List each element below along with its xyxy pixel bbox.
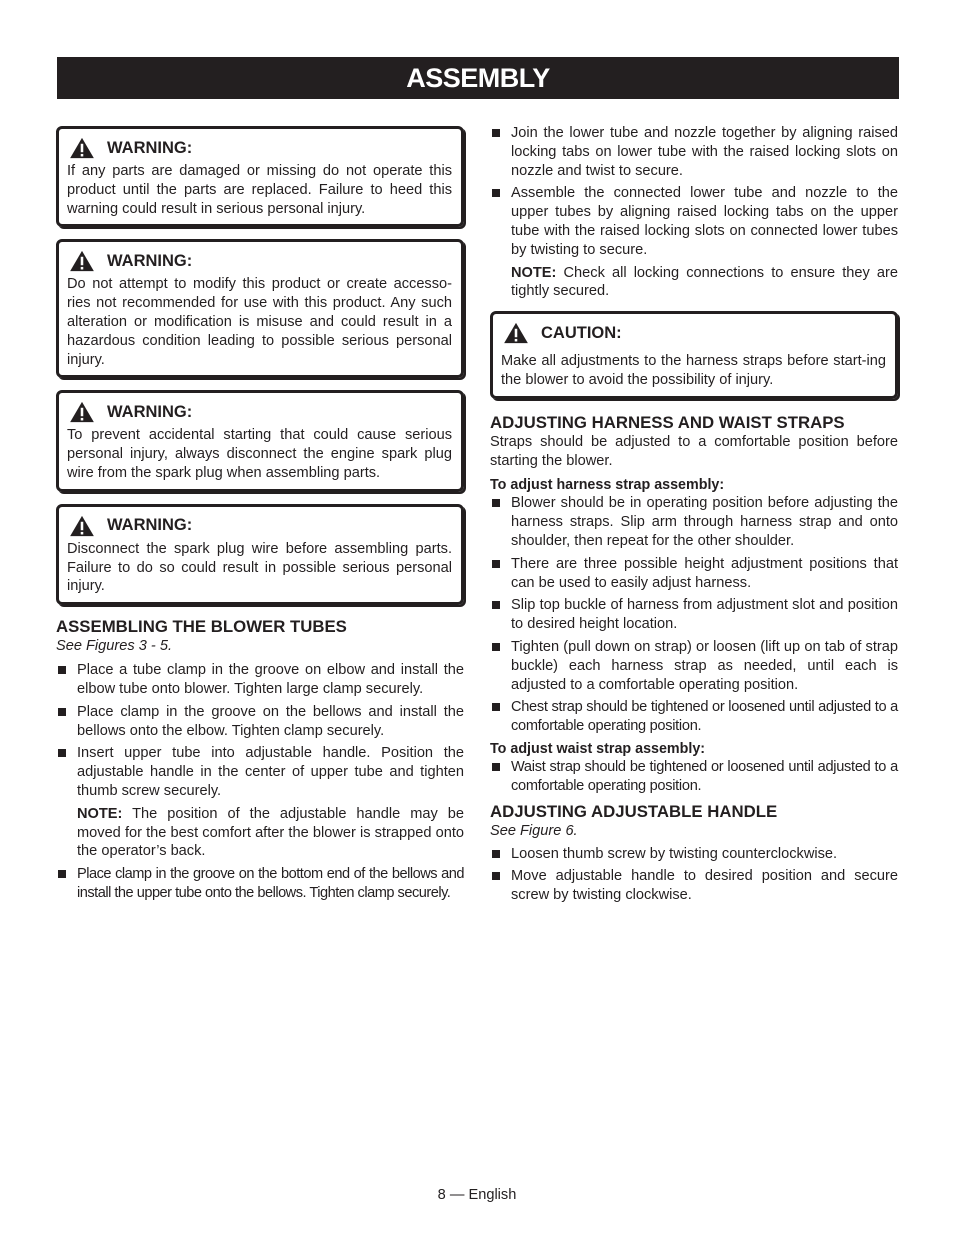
warning-title: WARNING: [107,251,193,270]
note-text: The position of the adjustable handle may be moved for the best comfort after the blower is strapped onto the operator’s back. [77,805,464,860]
waist-strap-steps [490,758,898,796]
list-item: Insert upper tube into adjustable handle. Position the adjustable handle in the center of upper tube and tighten thumb screw securely. [56,744,464,800]
figure-reference: See Figures 3 - 5. [56,638,172,655]
list-item: Tighten (pull down on strap) or loosen (lift up on tab of strap buckle) each harness strap as needed, until each is adjusted to a comfortable operating position. [490,638,898,694]
figure-reference: See Figure 6. [490,822,578,839]
list-item: Waist strap should be tightened or loosened until adjusted to a comfortable operating position. [490,758,898,796]
caution-text: Make all adjustments to the harness straps before start-ing the blower to avoid the possibility of injury. [501,353,886,388]
bullet-icon [492,189,500,197]
caution-icon [501,322,531,344]
warning-box-disconnect [56,504,464,605]
subheading-harness-strap: To adjust harness strap assembly: [490,477,725,494]
bullet-icon [58,708,66,716]
section-heading-blower-tubes: ASSEMBLING THE BLOWER TUBES [56,617,347,637]
note-text: Check all locking connections to ensure they are tightly secured. [511,264,898,300]
note-label: NOTE: [511,264,557,281]
bullet-icon [492,850,500,858]
subheading-waist-strap: To adjust waist strap assembly: [490,740,706,757]
list-item: Place clamp in the groove on the bellows and install the bellows onto the elbow. Tighten clamp securely. [56,703,464,741]
note [490,264,898,302]
harness-intro: Straps should be adjusted to a comfortable position before starting the blower. [490,433,898,469]
list-item: Join the lower tube and nozzle together by aligning raised locking tabs on lower tube with the raised locking slots on nozzle and twist to secure. [490,124,898,180]
warning-title: WARNING: [107,402,193,421]
bullet-icon [492,763,500,771]
list-item: Loosen thumb screw by twisting counterclockwise. [490,845,898,864]
warning-icon [67,137,97,159]
lower-tube-steps [490,124,898,260]
bullet-icon [492,643,500,651]
section-heading-harness: ADJUSTING HARNESS AND WAIST STRAPS [490,412,845,432]
bullet-icon [492,560,500,568]
bullet-icon [492,703,500,711]
warning-text: To prevent accidental starting that could cause serious personal injury, always disconnect the engine spark plug wire from the spark plug when assembling parts. [67,427,452,481]
list-item: There are three possible height adjustment positions that can be used to easily adjust harness. [490,555,898,593]
bullet-icon [58,666,66,674]
handle-steps [490,845,898,905]
bullet-icon [58,749,66,757]
list-item: Place clamp in the groove on the bottom end of the bellows and install the upper tube onto the bellows. Tighten clamp securely. [56,865,464,903]
bullet-icon [492,872,500,880]
warning-box-parts [56,126,464,227]
warning-title: WARNING: [107,516,193,535]
warning-box-modify [56,239,464,378]
bullet-icon [492,129,500,137]
list-item: Place a tube clamp in the groove on elbow and install the elbow tube onto blower. Tighten large clamp securely. [56,661,464,699]
page-footer: 8 — English [437,1187,517,1203]
list-item: Move adjustable handle to desired position and secure screw by twisting clockwise. [490,867,898,905]
right-column [490,124,898,909]
left-column [56,126,464,907]
list-item: Slip top buckle of harness from adjustment slot and position to desired height location. [490,596,898,634]
harness-strap-steps [490,494,898,736]
bullet-icon [58,870,66,878]
note [56,805,464,861]
warning-title: WARNING: [107,138,193,157]
warning-box-spark-plug [56,390,464,491]
warning-icon [67,515,97,537]
section-heading-handle: ADJUSTING ADJUSTABLE HANDLE [490,801,778,821]
caution-title: CAUTION: [541,323,622,342]
list-item: Blower should be in operating position before adjusting the harness straps. Slip arm through harness strap and onto shoulder, then repeat for the other shoulder. [490,494,898,550]
note-label: NOTE: [77,805,123,822]
page-title: ASSEMBLY [57,57,899,99]
warning-icon [67,250,97,272]
blower-tubes-steps-cont [56,865,464,903]
list-item: Chest strap should be tightened or loosened until adjusted to a comfortable operating position. [490,698,898,736]
warning-text: Do not attempt to modify this product or create accesso-ries not recommended for use with this product. Any such alteration or modification is misuse and could result in a hazardous condition leading to possible serious personal injury. [67,276,452,368]
caution-box [490,311,898,399]
warning-icon [67,401,97,423]
warning-text: If any parts are damaged or missing do not operate this product until the parts are replaced. Failure to heed this warning could result in serious personal injury. [67,163,452,217]
bullet-icon [492,499,500,507]
bullet-icon [492,601,500,609]
warning-text: Disconnect the spark plug wire before assembling parts. Failure to do so could result in possible serious personal injury. [67,540,452,595]
blower-tubes-steps [56,661,464,801]
list-item: Assemble the connected lower tube and nozzle to the upper tubes by aligning raised locking tabs on the upper tube with the raised locking slots on connected lower tubes by twisting to secure. [490,184,898,259]
